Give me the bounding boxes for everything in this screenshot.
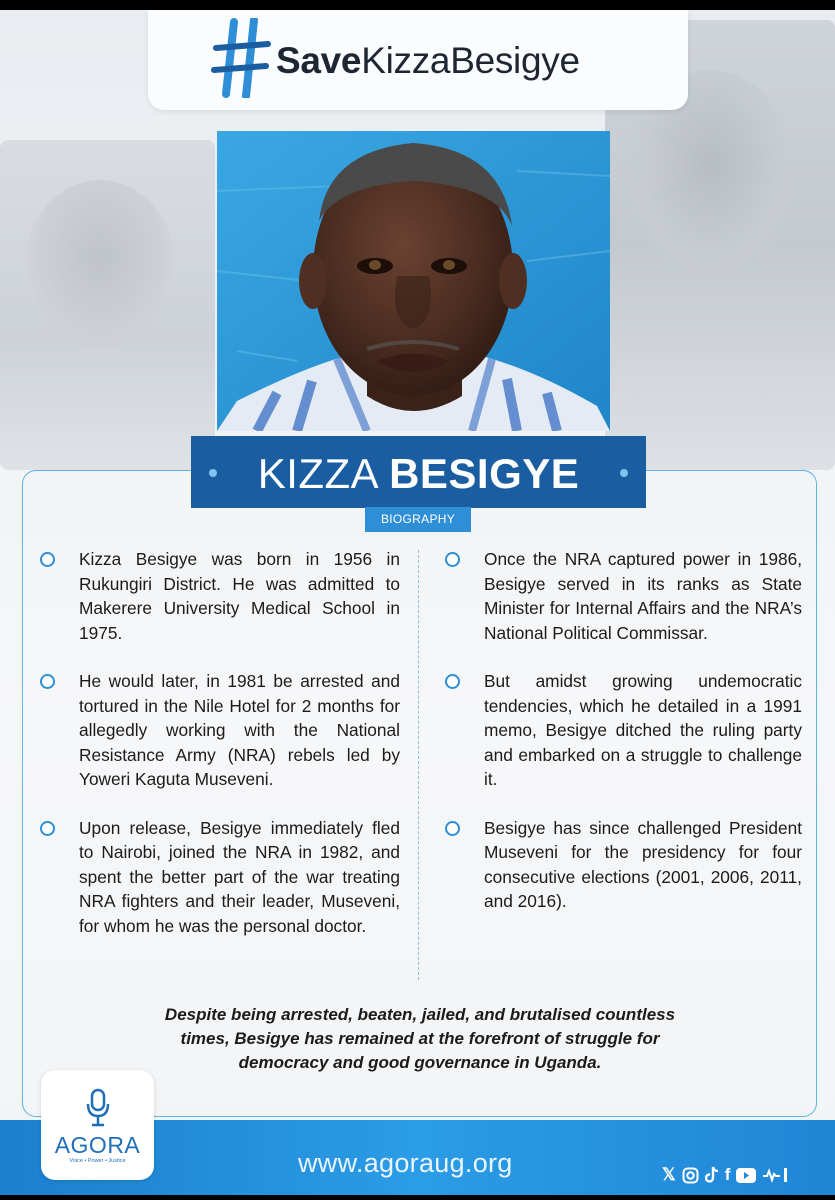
bullet-icon	[445, 674, 460, 689]
right-column	[440, 547, 802, 938]
bullet-icon	[40, 821, 55, 836]
bio-paragraph: Upon release, Besigye immediately fled to Nairobi, joined the NRA in 1982, and spent the better part of the war treating NRA fighters and their leader, Museveni, for whom he was the personal doctor.	[79, 817, 400, 936]
list-item	[440, 669, 802, 792]
spaces-icon[interactable]	[762, 1167, 788, 1183]
campaign-title: SaveKizzaBesigye	[276, 40, 580, 81]
person-name: KIZZA BESIGYE	[257, 450, 580, 497]
youtube-icon[interactable]	[736, 1168, 756, 1183]
title-banner	[148, 10, 688, 110]
list-item	[35, 547, 400, 645]
hashtag-icon	[210, 18, 274, 98]
logo-name: AGORA	[54, 1132, 141, 1158]
social-icons	[662, 1162, 788, 1188]
closing-statement: Despite being arrested, beaten, jailed, and brutalised countless times, Besigye has remained at the forefront of struggle for democracy and good governance in Uganda.	[164, 1005, 676, 1072]
bio-paragraph: Kizza Besigye was born in 1956 in Rukungiri District. He was admitted to Makerere University Medical School in 1975.	[79, 549, 400, 643]
bio-paragraph: Once the NRA captured power in 1986, Besigye served in its ranks as State Minister for Internal Affairs and the NRA’s National Political Commissar.	[484, 549, 802, 643]
instagram-icon[interactable]	[682, 1167, 699, 1184]
facebook-icon[interactable]: f	[724, 1165, 731, 1184]
website-link[interactable]: www.agoraug.org	[298, 1148, 513, 1178]
list-item	[440, 547, 802, 645]
bullet-icon	[445, 552, 460, 567]
bio-paragraph: But amidst growing undemocratic tendencies, which he detailed in a 1991 memo, Besigye ditched the ruling party and embarked on a struggle to challenge it.	[484, 671, 802, 789]
logo-tagline: Voice • Power • Justice	[69, 1158, 126, 1164]
list-item	[35, 669, 400, 792]
bullet-icon	[40, 674, 55, 689]
microphone-icon	[85, 1088, 111, 1128]
list-item	[440, 816, 802, 914]
poster	[0, 10, 835, 1195]
background-face-left	[25, 180, 175, 350]
person-photo-icon	[217, 131, 610, 431]
agora-logo	[41, 1070, 154, 1180]
biography-tag: BIOGRAPHY	[365, 507, 471, 532]
name-plate	[191, 436, 646, 508]
bullet-icon	[40, 552, 55, 567]
list-item	[35, 816, 400, 939]
portrait-photo	[217, 131, 610, 431]
left-column	[35, 547, 400, 962]
bio-paragraph: He would later, in 1981 be arrested and tortured in the Nile Hotel for 2 months for allegedly working with the National Resistance Army (NRA) rebels led by Yoweri Kaguta Museveni.	[79, 671, 400, 789]
bullet-icon	[445, 821, 460, 836]
x-icon[interactable]: 𝕏	[662, 1165, 676, 1184]
tiktok-icon[interactable]	[705, 1166, 719, 1184]
column-divider	[418, 550, 419, 980]
bio-paragraph: Besigye has since challenged President Museveni for the presidency for four consecutive elections (2001, 2006, 2011, and 2016).	[484, 817, 802, 911]
